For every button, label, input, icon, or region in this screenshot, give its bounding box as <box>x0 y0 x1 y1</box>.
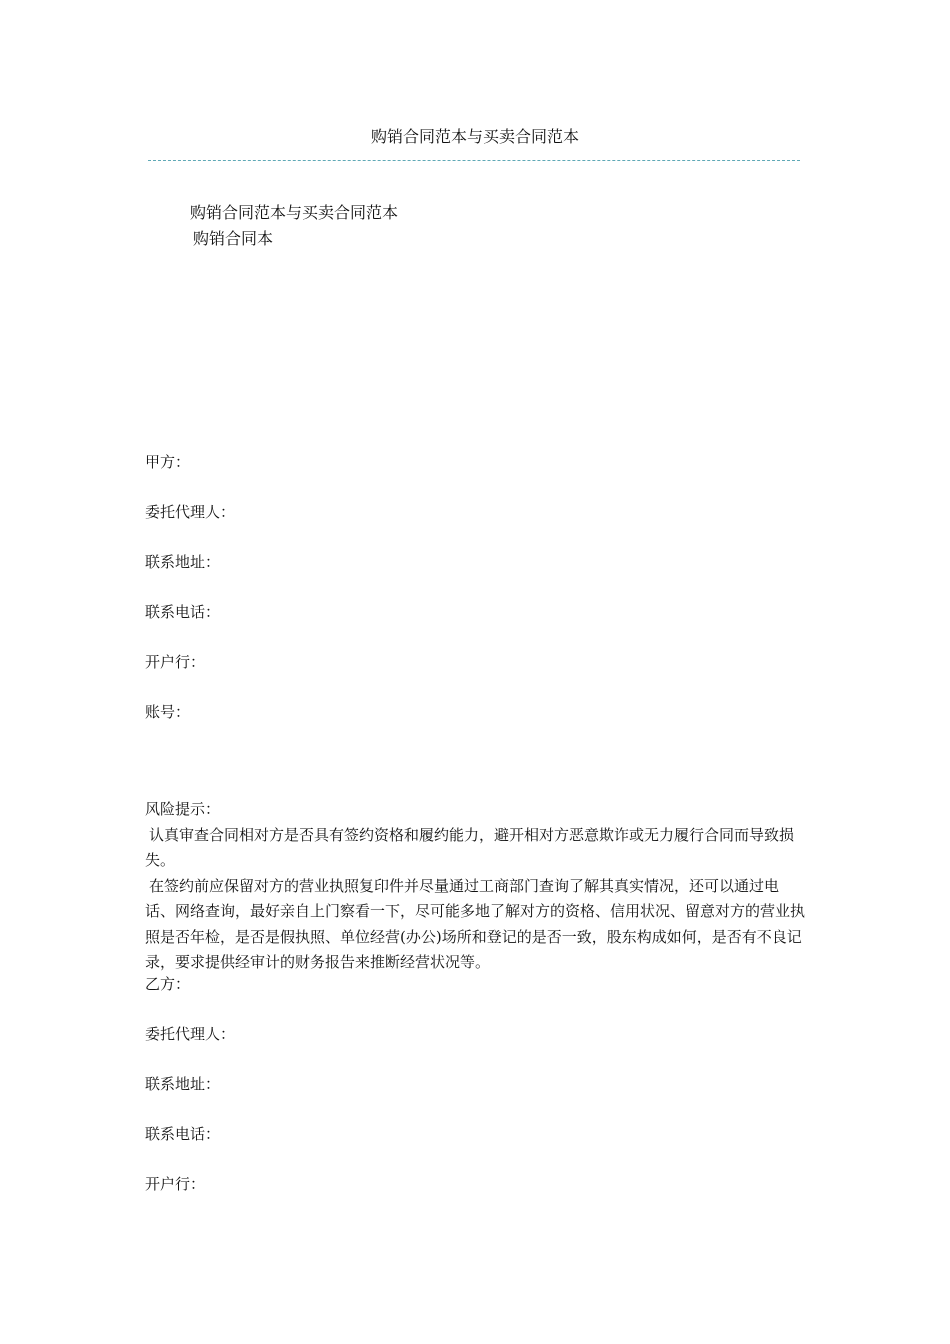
party-b-bank-field: 开户行： <box>145 1175 206 1193</box>
document-subtitle: 购销合同本 <box>193 229 274 248</box>
party-b-name-field: 乙方： <box>145 975 191 993</box>
party-a-section <box>145 451 805 751</box>
risk-notice-item-2: 在签约前应保留对方的营业执照复印件并尽量通过工商部门查询了解其真实情况，还可以通过电话、网络查询，最好亲自上门察看一下，尽可能多地了解对方的资格、信用状况、留意对方的营业执照是否年检，是否是假执照、单位经营(办公)场所和登记的是否一致，股东构成如何，是否有不良记录，要求提供经审计的财务报告来推断经营状况等。 <box>145 876 806 971</box>
risk-notice-item-1: 认真审查合同相对方是否具有签约资格和履约能力，避开相对方恶意欺诈或无力履行合同而导致损失。 <box>145 825 795 869</box>
party-a-phone-field: 联系电话： <box>145 603 221 621</box>
risk-notice-section <box>145 797 807 976</box>
party-b-section <box>145 973 805 1223</box>
party-b-agent-field: 委托代理人： <box>145 1025 236 1043</box>
header-divider <box>148 160 800 161</box>
party-a-address-field: 联系地址： <box>145 553 221 571</box>
document-title: 购销合同范本与买卖合同范本 <box>190 203 399 222</box>
party-b-address-field: 联系地址： <box>145 1075 221 1093</box>
party-a-name-field: 甲方： <box>145 453 191 471</box>
party-b-phone-field: 联系电话： <box>145 1125 221 1143</box>
party-a-account-field: 账号： <box>145 703 191 721</box>
document-title-block <box>190 200 398 252</box>
party-a-bank-field: 开户行： <box>145 653 206 671</box>
party-a-agent-field: 委托代理人： <box>145 503 236 521</box>
risk-notice-heading: 风险提示： <box>145 800 221 818</box>
page-header-title: 购销合同范本与买卖合同范本 <box>370 127 579 146</box>
